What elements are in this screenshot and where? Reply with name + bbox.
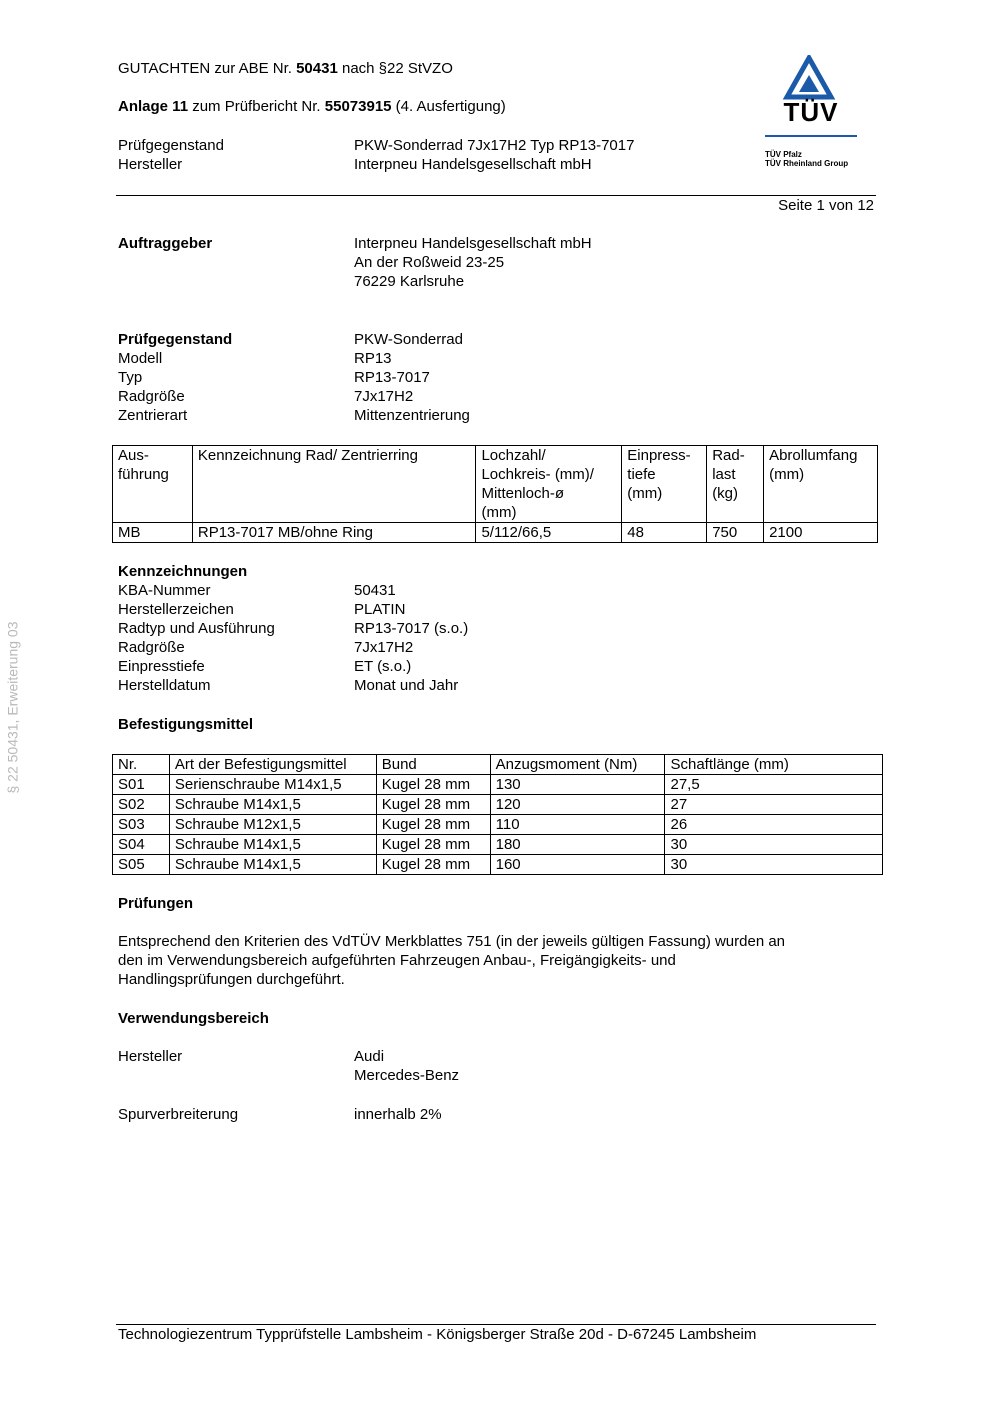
- table-cell: Serienschraube M14x1,5: [169, 775, 376, 795]
- th-abrollumfang: Abrollumfang (mm): [764, 446, 878, 523]
- header-line-1: GUTACHTEN zur ABE Nr. 50431 nach §22 StVZO: [118, 60, 453, 77]
- table-cell: Kugel 28 mm: [376, 795, 490, 815]
- kennzeichnungen-title: Kennzeichnungen: [118, 563, 248, 580]
- table-cell: S03: [113, 815, 170, 835]
- list-item: Audi: [354, 1048, 385, 1065]
- footer-text: Technologiezentrum Typprüfstelle Lambsheim - Königsberger Straße 20d - D-67245 Lambsheim: [118, 1326, 757, 1343]
- logo-sub-1: TÜV Pfalz: [765, 150, 802, 159]
- logo-divider: [765, 135, 857, 137]
- auftraggeber-address: Interpneu Handelsgesellschaft mbH An der Roßweid 23-25 76229 Karlsruhe: [354, 235, 592, 290]
- table-row: [113, 795, 883, 815]
- table-cell: Kugel 28 mm: [376, 855, 490, 875]
- table-header-row: [113, 755, 883, 775]
- table-cell: Kugel 28 mm: [376, 815, 490, 835]
- table-cell: 30: [665, 835, 883, 855]
- ausfuehrung-table: [112, 445, 878, 543]
- table-row: [113, 835, 883, 855]
- table-cell: Kugel 28 mm: [376, 835, 490, 855]
- table-cell: S02: [113, 795, 170, 815]
- table-row: [113, 815, 883, 835]
- table-cell: S05: [113, 855, 170, 875]
- table-cell: 130: [490, 775, 665, 795]
- table-row: [113, 775, 883, 795]
- side-label: § 22 50431, Erweiterung 03: [4, 621, 21, 794]
- header-line-2: Anlage 11 zum Prüfbericht Nr. 55073915 (4. Ausfertigung): [118, 98, 506, 115]
- th-nr: Nr.: [113, 755, 170, 775]
- logo-sub-2: TÜV Rheinland Group: [765, 159, 849, 168]
- th-schaftlaenge: Schaftlänge (mm): [665, 755, 883, 775]
- table-cell: 27,5: [665, 775, 883, 795]
- th-kennzeichnung: Kennzeichnung Rad/ Zentrierring: [192, 446, 476, 523]
- table-cell: 2100: [764, 523, 878, 543]
- th-radlast: Rad- last (kg): [707, 446, 764, 523]
- table-cell: RP13-7017 MB/ohne Ring: [192, 523, 476, 543]
- befestigung-title: Befestigungsmittel: [118, 716, 254, 733]
- th-anzugsmoment: Anzugsmoment (Nm): [490, 755, 665, 775]
- table-row: [113, 855, 883, 875]
- table-cell: S01: [113, 775, 170, 795]
- th-einpresstiefe: Einpress- tiefe (mm): [622, 446, 707, 523]
- table-cell: 180: [490, 835, 665, 855]
- table-cell: 48: [622, 523, 707, 543]
- table-cell: 110: [490, 815, 665, 835]
- table-cell: 120: [490, 795, 665, 815]
- pruefungen-text: Entsprechend den Kriterien des VdTÜV Merkblattes 751 (in der jeweils gültigen Fassung) wurden an den im Verwendungsbereich aufgeführten Fahrzeugen Anbau-, Freigängigkeits- und Handlingsprüfungen durchgeführt.: [118, 933, 786, 988]
- pruefungen-title: Prüfungen: [118, 895, 193, 912]
- th-lochzahl: Lochzahl/ Lochkreis- (mm)/ Mittenloch-ø (mm): [476, 446, 622, 523]
- th-ausfuehrung: Aus- führung: [113, 446, 193, 523]
- table-cell: Schraube M14x1,5: [169, 835, 376, 855]
- table-cell: Schraube M14x1,5: [169, 855, 376, 875]
- table-cell: 27: [665, 795, 883, 815]
- table-row: [113, 523, 878, 543]
- verwendung-title: Verwendungsbereich: [118, 1010, 269, 1027]
- auftraggeber-label: Auftraggeber: [118, 235, 213, 252]
- th-art: Art der Befestigungsmittel: [169, 755, 376, 775]
- table-cell: 750: [707, 523, 764, 543]
- list-item: Mercedes-Benz: [354, 1067, 460, 1084]
- table-cell: 160: [490, 855, 665, 875]
- verwendung-hersteller-list: [354, 1047, 459, 1085]
- table-cell: Schraube M12x1,5: [169, 815, 376, 835]
- table-cell: Schraube M14x1,5: [169, 795, 376, 815]
- table-cell: MB: [113, 523, 193, 543]
- page-number: Seite 1 von 12: [778, 197, 874, 214]
- logo-brand: TÜV: [783, 97, 839, 127]
- th-bund: Bund: [376, 755, 490, 775]
- tuev-logo: [763, 55, 859, 175]
- table-cell: S04: [113, 835, 170, 855]
- table-cell: 26: [665, 815, 883, 835]
- table-header-row: [113, 446, 878, 523]
- table-cell: 5/112/66,5: [476, 523, 622, 543]
- befestigung-table: [112, 754, 883, 875]
- table-cell: Kugel 28 mm: [376, 775, 490, 795]
- verwendung-hersteller-label: Hersteller: [118, 1048, 183, 1065]
- table-cell: 30: [665, 855, 883, 875]
- header-rule: [116, 195, 876, 196]
